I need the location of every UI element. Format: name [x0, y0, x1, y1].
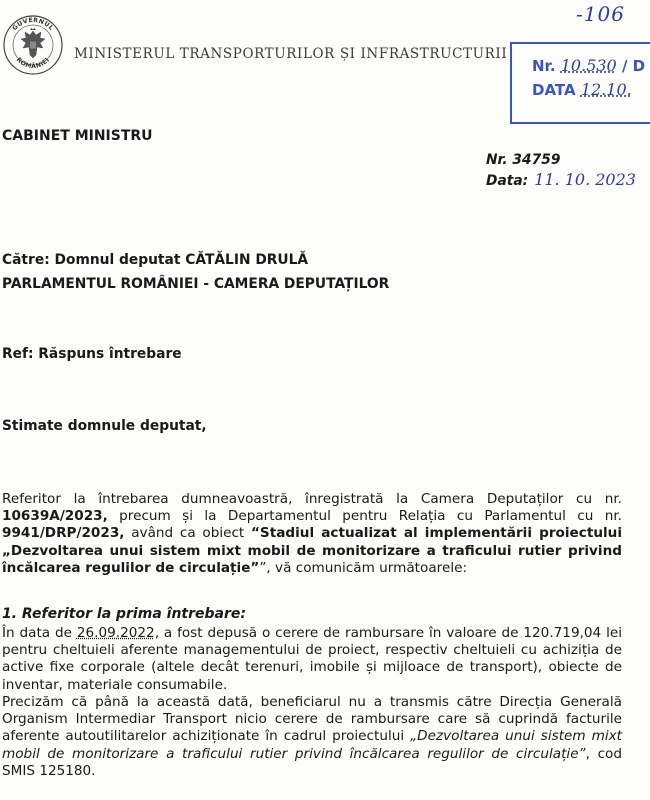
stamp-date-row	[532, 80, 632, 99]
stamp-nr-value: 10.530	[560, 56, 617, 75]
ministry-name: MINISTERUL TRANSPORTURILOR ȘI INFRASTRUCTURII	[74, 46, 508, 62]
project-title-italic-1: „Dezvoltarea unui sistem mixt	[410, 728, 622, 745]
request-date: 26.09.2022	[76, 625, 155, 641]
intro-paragraph	[2, 491, 622, 577]
project-title-part-1: “Stadiul actualizat al implementării proiectului	[250, 525, 622, 542]
stamp-nr-suffix: / D	[621, 57, 646, 75]
crest-text-top: GUVERNUL	[11, 16, 55, 33]
s1p1-line-3: active fixe corporale (altele decât terenuri, imobile și mijloace de transport), obiecte de	[2, 659, 622, 676]
intro-line-5	[2, 560, 622, 577]
s1p2-line-2: Organism Intermediar Transport nicio cerere de rambursare care să cuprindă facturile	[2, 711, 622, 728]
stamp-date-label: DATA	[532, 81, 576, 99]
intro-line-5-text: ”, vă comunicăm următoarele:	[259, 559, 468, 576]
stamp-number-row	[532, 56, 645, 75]
s1p1-line-1-c: , a fost depusă o cerere de rambursare în valoare de 120.719,04 lei	[154, 625, 622, 641]
section-1-title: 1. Referitor la prima întrebare:	[2, 606, 246, 622]
intro-line-1: Referitor la întrebarea dumneavoastră, înregistrată la Camera Deputaților cu nr.	[2, 491, 622, 507]
s1p1-line-4: inventar, materiale consumabile.	[2, 676, 228, 693]
s1p2-line-4-b: , cod	[585, 745, 623, 762]
s1p2-line-1: Precizăm că până la această dată, beneficiarul nu a transmis către Direcția Generală	[2, 694, 622, 710]
stamp-nr-label: Nr.	[532, 57, 556, 75]
document-date-label: Data:	[486, 173, 529, 189]
project-title-italic-2: mobil de monitorizare a traficului rutier privind încălcarea regulilor de circulație”	[2, 745, 586, 762]
s1p2-line-3	[2, 728, 622, 745]
subject-line: Ref: Răspuns întrebare	[2, 346, 182, 362]
intro-line-3-text: având ca obiect	[124, 525, 251, 542]
document-number: Nr. 34759	[486, 152, 561, 168]
drp-reg-number: 9941/DRP/2023,	[2, 525, 125, 542]
intro-line-4: „Dezvoltarea unui sistem mixt mobil de monitorizare a traficului rutier privind	[2, 542, 622, 559]
handwritten-corner-note: -106	[576, 2, 625, 26]
intro-line-2	[2, 508, 622, 525]
recipient-line-2: PARLAMENTUL ROMÂNIEI - CAMERA DEPUTAȚILOR	[2, 276, 390, 292]
project-title-part-3: încălcarea regulilor de circulație”	[2, 559, 260, 576]
romanian-government-crest-icon	[2, 14, 64, 76]
document-date-value: 11. 10. 2023	[534, 170, 636, 189]
svg-text:ROMÂNIEI	[15, 56, 51, 70]
registration-stamp	[510, 42, 650, 124]
salutation: Stimate domnule deputat,	[2, 418, 207, 434]
intro-line-2-text: precum și la Departamentul pentru Relația cu Parlamentul cu nr.	[107, 508, 622, 525]
intro-line-3	[2, 525, 622, 542]
s1p2-line-4	[2, 746, 622, 763]
s1p1-line-1-a: În data de	[2, 625, 77, 641]
question-reg-number: 10639A/2023,	[2, 508, 108, 525]
s1p1-line-2: pentru cheltuieli aferente managementului de proiect, respectiv cheltuieli cu achiziția de	[2, 642, 622, 659]
cabinet-heading: CABINET MINISTRU	[2, 128, 153, 144]
stamp-date-value: 12.10.	[580, 80, 632, 99]
section-1-paragraph-2	[2, 694, 622, 780]
section-1-paragraph-1	[2, 625, 622, 694]
s1p2-line-5: SMIS 125180.	[2, 762, 96, 779]
document-date	[486, 170, 636, 189]
s1p1-line-1	[2, 625, 622, 642]
crest-text-bottom: ROMÂNIEI	[14, 56, 52, 71]
s1p2-line-3-a: aferente autoutilitarelor achiziționate în cadrul proiectului	[2, 728, 411, 745]
recipient-line-1: Către: Domnul deputat CĂTĂLIN DRULĂ	[2, 252, 309, 268]
